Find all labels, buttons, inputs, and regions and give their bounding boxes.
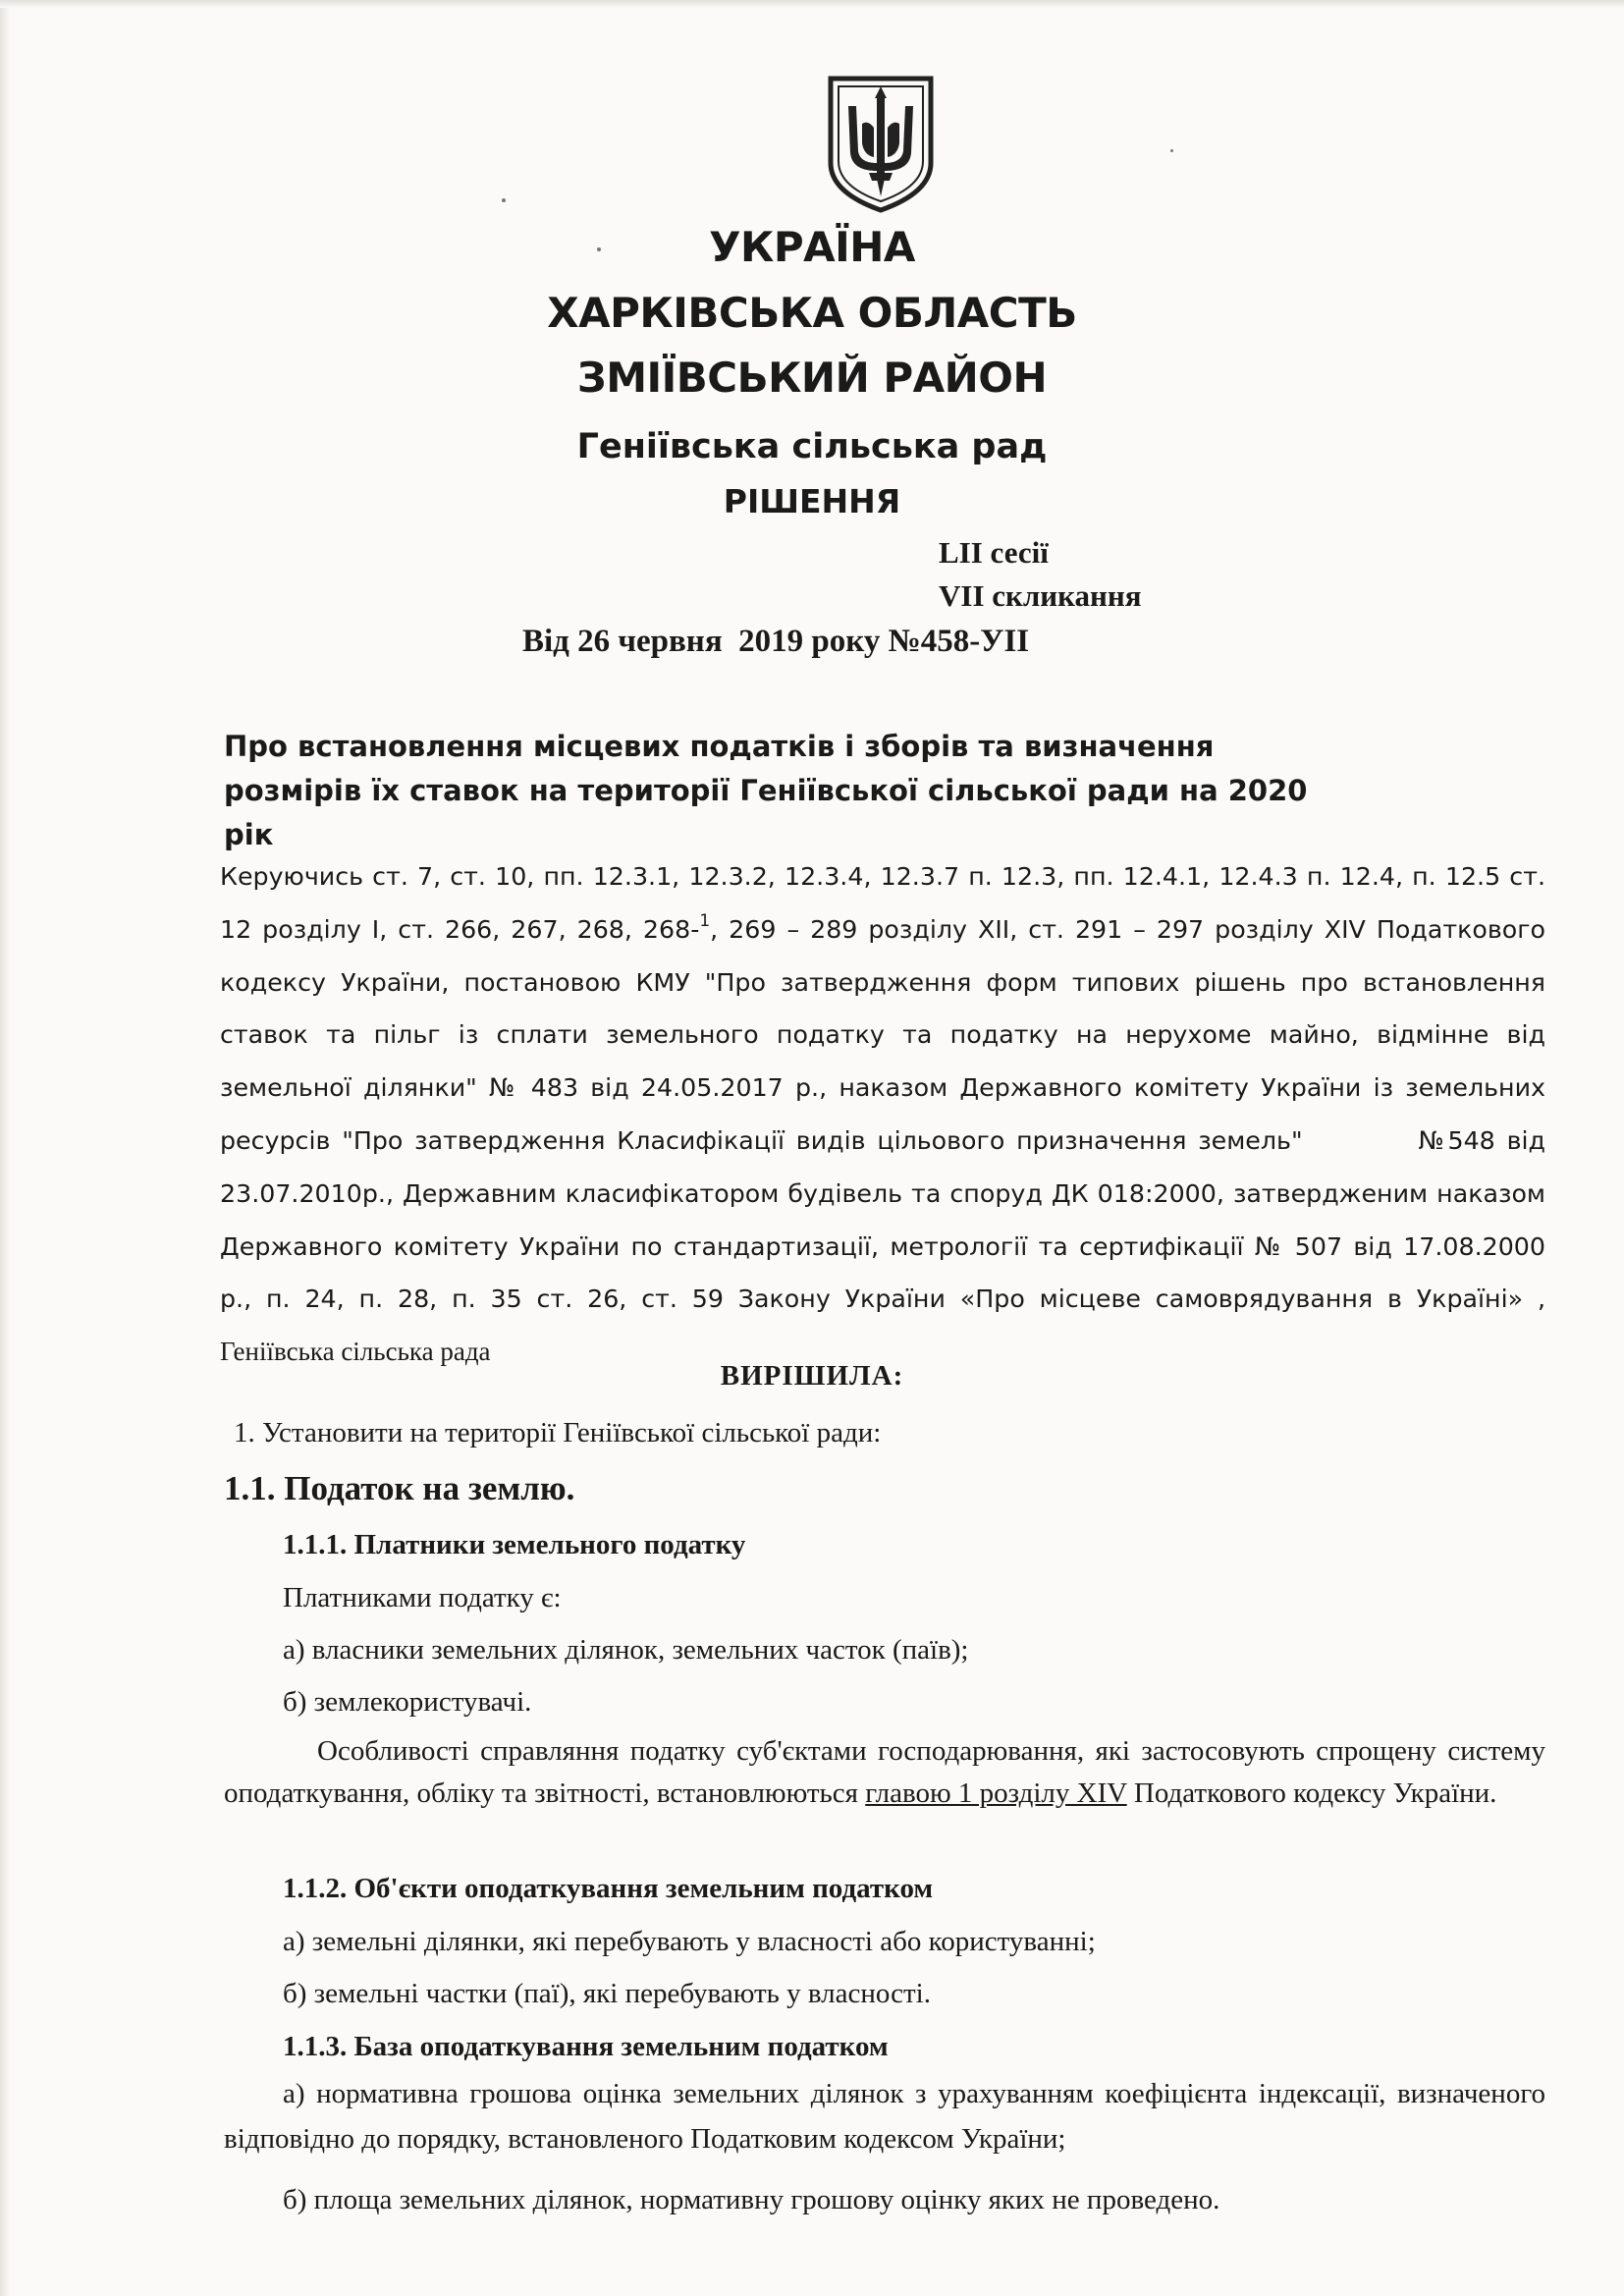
resolved-heading: ВИРІШИЛА:	[720, 1360, 904, 1392]
subsection-payers: 1.1.1. Платники земельного податку	[283, 1529, 746, 1560]
scan-speck	[502, 198, 506, 202]
section-land-tax: 1.1. Податок на землю.	[224, 1469, 575, 1507]
features-text: Податкового кодексу України.	[1126, 1777, 1497, 1809]
tax-base-paragraph	[224, 2071, 1545, 2161]
object-item: а) земельні ділянки, які перебувають у власності або користуванні;	[283, 1926, 1096, 1957]
scan-speck	[1170, 149, 1173, 152]
subsection-tax-base: 1.1.3. База оподаткування земельним податком	[283, 2031, 889, 2062]
features-text: Особливості справляння податку суб'єктами господарювання, які застосовують спрощену систему оподаткування, обліку та звітності, встановлюються	[224, 1735, 1545, 1809]
decision-title	[224, 725, 1353, 857]
item-1: 1. Установити на території Геніївської сільської ради:	[234, 1417, 882, 1449]
document-type-heading: РІШЕННЯ	[723, 482, 901, 520]
region-heading: ХАРКІВСЬКА ОБЛАСТЬ	[547, 289, 1077, 337]
coat-of-arms-emblem	[825, 73, 937, 214]
district-heading: ЗМІЇВСЬКИЙ РАЙОН	[576, 354, 1048, 402]
payer-item: а) власники земельних ділянок, земельних часток (паїв);	[283, 1634, 969, 1666]
payer-item: б) землекористувачі.	[283, 1686, 532, 1718]
date-and-number: Від 26 червня 2019 року №458-УІІ	[522, 624, 1030, 659]
council-heading: Геніївська сільська рад	[576, 427, 1048, 466]
payers-intro: Платниками податку є:	[283, 1582, 562, 1613]
subsection-objects: 1.1.2. Об'єкти оподаткування земельним податком	[283, 1873, 934, 1904]
preamble-text: Керуючись ст. 7, ст. 10, пп. 12.3.1, 12.3.2, 12.3.4, 12.3.7 п. 12.3, пп. 12.4.1, 12.4.3 п. 12.4, п. 12.5 ст. 12 розділу I, ст. 266, 267, 268, 268-	[220, 862, 1545, 944]
preamble-paragraph	[220, 850, 1554, 1379]
decision-title-line: розмірів їх ставок на території Геніївської сільської ради на 2020 рік	[224, 774, 1308, 851]
preamble-text: , 269 – 289 розділу XII, ст. 291 – 297 розділу XIV Податкового кодексу України, постановою КМУ "Про затвердження форм типових рішень про встановлення ставок та пільг із сплати земельного податку та податку на нерухоме майно, відмінне від земельної ділянки" № 483 від 24.05.2017 р., наказом Державного комітету України із земельних ресурсів "Про затвердження Класифікації видів цільового призначення земель" №548 від 23.07.2010р., Державним класифікатором будівель та споруд ДК 018:2000, затвердженим наказом Державного комітету України по стандартизації, метрології та сертифікації № 507 від 17.08.2000 р., п. 24, п. 28, п. 35 ст. 26, ст. 59 Закону України «Про місцеве самоврядування в Україні» ,	[220, 914, 1554, 1314]
code-chapter-link[interactable]: главою 1 розділу XIV	[865, 1777, 1127, 1809]
tax-base-item: б) площа земельних ділянок, нормативну грошову оцінку яких не проведено.	[283, 2184, 1220, 2215]
scan-edge	[0, 0, 1624, 8]
tax-base-item: а) нормативна грошова оцінка земельних ділянок з урахуванням коефіцієнта індексації, визначеного відповідно до порядку, встановленого Податковим кодексом України;	[224, 2078, 1545, 2155]
scan-edge	[0, 0, 10, 2296]
country-heading: УКРАЇНА	[709, 223, 915, 271]
object-item: б) земельні частки (паї), які перебувають у власності.	[283, 1978, 931, 2009]
features-paragraph	[224, 1730, 1545, 1815]
preamble-council-name: Геніївська сільська рада	[220, 1337, 491, 1367]
convocation-label: VII скликання	[939, 578, 1142, 613]
decision-title-line: Про встановлення місцевих податків і зборів та визначення	[224, 730, 1215, 763]
preamble-superscript: 1	[699, 910, 711, 931]
session-label: LII сесії	[939, 535, 1049, 570]
